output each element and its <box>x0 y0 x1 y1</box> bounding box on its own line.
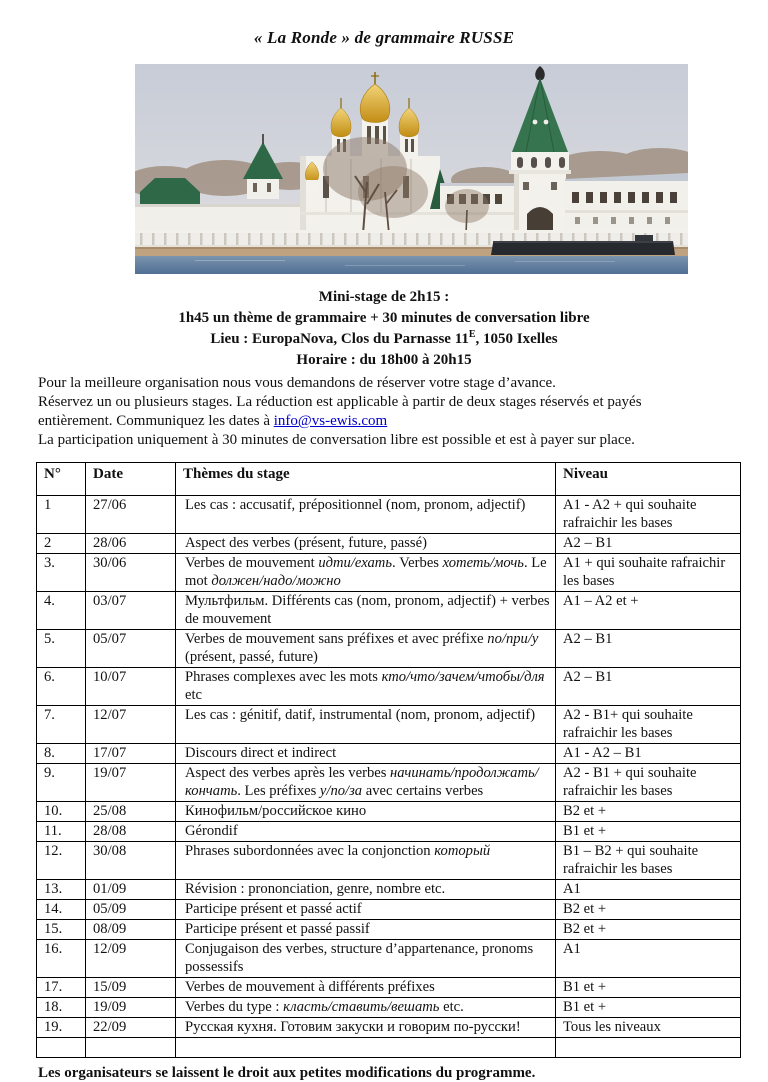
course-info <box>0 287 768 371</box>
para-line-2: Réservez un ou plusieurs stages. La réduction est applicable à partir de deux stages réservés et payés <box>38 394 642 410</box>
table-row <box>37 496 741 534</box>
cell-theme: Gérondif <box>176 822 556 842</box>
cell-num: 11. <box>37 822 86 842</box>
cell-theme: Verbes du type : класть/ставить/вешать etc. <box>176 998 556 1018</box>
col-header-level: Niveau <box>556 463 741 496</box>
cell-level: B1 – B2 + qui souhaite rafraichir les bases <box>556 842 741 880</box>
right-building <box>565 173 688 236</box>
cell-level: Tous les niveaux <box>556 1018 741 1038</box>
para-line-1: Pour la meilleure organisation nous vous demandons de réserver votre stage d’avance. <box>38 375 556 391</box>
intro-paragraph <box>38 374 730 450</box>
email-link[interactable]: info@vs-ewis.com <box>273 413 388 429</box>
col-header-theme: Thèmes du stage <box>176 463 556 496</box>
table-row <box>37 842 741 880</box>
table-row <box>37 554 741 592</box>
table-row <box>37 998 741 1018</box>
cell-num: 16. <box>37 940 86 978</box>
info-line-hours: Horaire : du 18h00 à 20h15 <box>296 352 472 368</box>
table-row <box>37 802 741 822</box>
cell-num: 9. <box>37 764 86 802</box>
cell-level: B2 et + <box>556 920 741 940</box>
cell-date: 15/09 <box>86 978 176 998</box>
col-header-number: N° <box>37 463 86 496</box>
table-row <box>37 920 741 940</box>
cell-theme <box>176 1038 556 1058</box>
footer-note: Les organisateurs se laissent le droit aux petites modifications du programme. <box>38 1065 536 1081</box>
cell-num: 15. <box>37 920 86 940</box>
cell-num: 18. <box>37 998 86 1018</box>
cell-level: B2 et + <box>556 900 741 920</box>
col-header-date: Date <box>86 463 176 496</box>
cell-level: A1 + qui souhaite rafraichir les bases <box>556 554 741 592</box>
cell-num: 4. <box>37 592 86 630</box>
monastery-photo-illustration <box>135 64 688 274</box>
schedule-table <box>36 462 741 1058</box>
table-row <box>37 592 741 630</box>
cell-theme: Les cas : génitif, datif, instrumental (nom, pronom, adjectif) <box>176 706 556 744</box>
river <box>135 256 688 274</box>
cell-level: A2 - B1+ qui souhaite rafraichir les bases <box>556 706 741 744</box>
cell-theme: Révision : prononciation, genre, nombre etc. <box>176 880 556 900</box>
cell-num: 19. <box>37 1018 86 1038</box>
info-line-location <box>0 329 768 350</box>
cell-theme: Participe présent et passé actif <box>176 900 556 920</box>
cell-level: A2 – B1 <box>556 668 741 706</box>
para-line-4: La participation uniquement à 30 minutes de conversation libre est possible et est à payer sur place. <box>38 432 635 448</box>
cell-date: 12/09 <box>86 940 176 978</box>
cell-num: 5. <box>37 630 86 668</box>
cell-theme: Aspect des verbes (présent, future, passé) <box>176 534 556 554</box>
cell-num: 10. <box>37 802 86 822</box>
cell-level: A1 - A2 – B1 <box>556 744 741 764</box>
cell-date: 28/08 <box>86 822 176 842</box>
cell-date: 08/09 <box>86 920 176 940</box>
table-row <box>37 706 741 744</box>
info-line-format: 1h45 un thème de grammaire + 30 minutes de conversation libre <box>178 310 590 326</box>
cell-num: 1 <box>37 496 86 534</box>
info-line-duration: Mini-stage de 2h15 : <box>318 289 450 305</box>
page-title: « La Ronde » de grammaire RUSSE <box>253 28 515 47</box>
cell-level: B2 et + <box>556 802 741 822</box>
table-row <box>37 1038 741 1058</box>
cell-num: 3. <box>37 554 86 592</box>
table-row <box>37 900 741 920</box>
cell-level: A1 - A2 + qui souhaite rafraichir les bases <box>556 496 741 534</box>
table-row <box>37 940 741 978</box>
table-row <box>37 668 741 706</box>
table-row <box>37 630 741 668</box>
table-row <box>37 880 741 900</box>
para-line-3-text: entièrement. Communiquez les dates à <box>38 413 274 429</box>
cell-date: 22/09 <box>86 1018 176 1038</box>
cell-theme: Русская кухня. Готовим закуски и говорим по-русски! <box>176 1018 556 1038</box>
location-text: Lieu : EuropaNova, Clos du Parnasse 11 <box>210 331 469 347</box>
table-header-row <box>37 463 741 496</box>
table-row <box>37 534 741 554</box>
cell-theme: Verbes de mouvement идти/ехать. Verbes хотеть/мочь. Le mot должен/надо/можно <box>176 554 556 592</box>
cell-theme: Verbes de mouvement sans préfixes et avec préfixe по/при/у (présent, passé, future) <box>176 630 556 668</box>
cell-date: 27/06 <box>86 496 176 534</box>
cell-num: 13. <box>37 880 86 900</box>
table-row <box>37 978 741 998</box>
cell-theme: Conjugaison des verbes, structure d’appartenance, pronoms possessifs <box>176 940 556 978</box>
para-line-3 <box>38 412 730 431</box>
cell-level: A2 – B1 <box>556 534 741 554</box>
cell-date: 19/07 <box>86 764 176 802</box>
cell-date: 17/07 <box>86 744 176 764</box>
cell-level: A1 <box>556 880 741 900</box>
cell-num: 6. <box>37 668 86 706</box>
cell-theme: Aspect des verbes après les verbes начинать/продолжать/кончать. Les préfixes у/по/за avec certains verbes <box>176 764 556 802</box>
monastery-photo <box>135 64 688 274</box>
cell-num: 17. <box>37 978 86 998</box>
table-row <box>37 822 741 842</box>
table-row <box>37 764 741 802</box>
cell-num: 14. <box>37 900 86 920</box>
cell-date <box>86 1038 176 1058</box>
cell-date: 12/07 <box>86 706 176 744</box>
table-row <box>37 1018 741 1038</box>
cell-date: 10/07 <box>86 668 176 706</box>
cell-level: B1 et + <box>556 998 741 1018</box>
cell-level: A1 – A2 et + <box>556 592 741 630</box>
cell-theme: Мультфильм. Différents cas (nom, pronom, adjectif) + verbes de mouvement <box>176 592 556 630</box>
cell-level: B1 et + <box>556 978 741 998</box>
cell-num: 2 <box>37 534 86 554</box>
location-superscript: E <box>468 329 476 340</box>
location-text-suffix: , 1050 Ixelles <box>475 331 558 347</box>
cell-num: 8. <box>37 744 86 764</box>
cell-date: 30/08 <box>86 842 176 880</box>
cell-theme: Phrases complexes avec les mots кто/что/зачем/чтобы/для etc <box>176 668 556 706</box>
cell-level <box>556 1038 741 1058</box>
cell-theme: Les cas : accusatif, prépositionnel (nom, pronom, adjectif) <box>176 496 556 534</box>
cell-date: 30/06 <box>86 554 176 592</box>
cell-theme: Кинофильм/российское кино <box>176 802 556 822</box>
cell-date: 01/09 <box>86 880 176 900</box>
cell-date: 28/06 <box>86 534 176 554</box>
cell-level: A2 - B1 + qui souhaite rafraichir les bases <box>556 764 741 802</box>
cell-level: B1 et + <box>556 822 741 842</box>
cell-num: 12. <box>37 842 86 880</box>
cell-level: A1 <box>556 940 741 978</box>
table-row <box>37 744 741 764</box>
cell-theme: Verbes de mouvement à différents préfixes <box>176 978 556 998</box>
cell-level: A2 – B1 <box>556 630 741 668</box>
cell-num: 7. <box>37 706 86 744</box>
cell-date: 25/08 <box>86 802 176 822</box>
cell-date: 19/09 <box>86 998 176 1018</box>
cell-date: 03/07 <box>86 592 176 630</box>
schedule-table-body <box>37 496 741 1058</box>
cell-theme: Phrases subordonnées avec la conjonction который <box>176 842 556 880</box>
cell-date: 05/09 <box>86 900 176 920</box>
cell-theme: Participe présent et passé passif <box>176 920 556 940</box>
cell-date: 05/07 <box>86 630 176 668</box>
cell-num <box>37 1038 86 1058</box>
cell-theme: Discours direct et indirect <box>176 744 556 764</box>
